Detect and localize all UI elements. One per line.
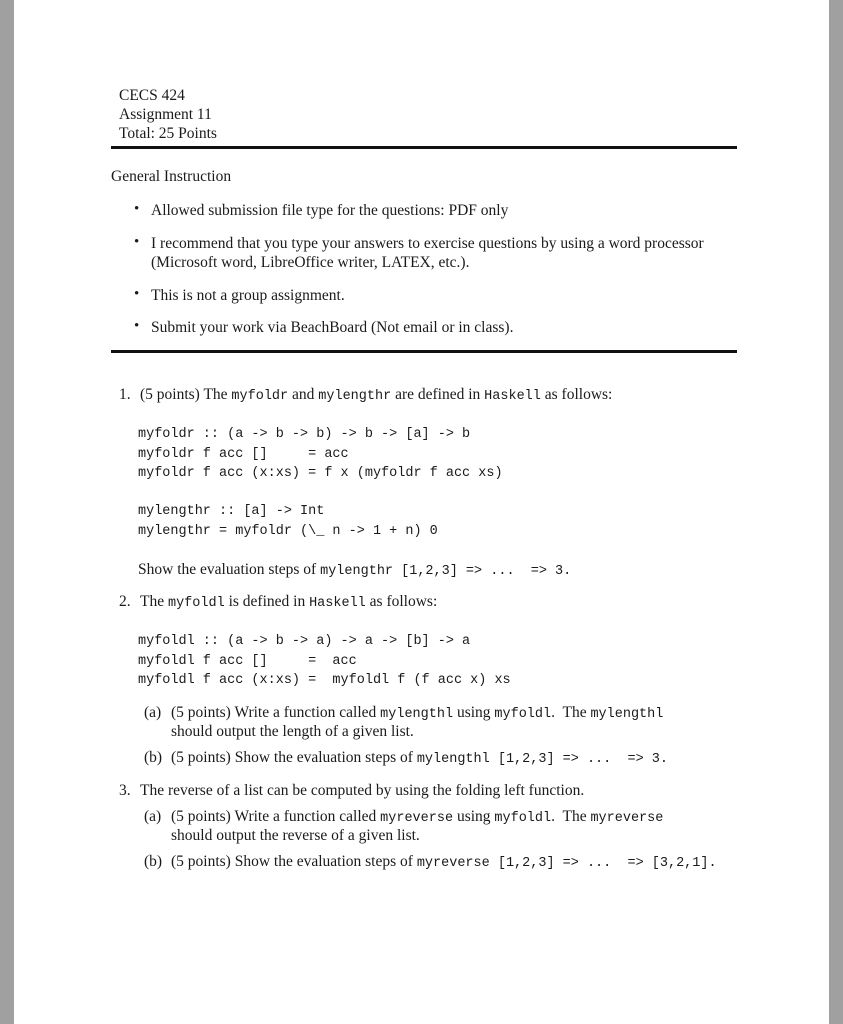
text: and [288, 386, 319, 403]
bullet-dot-icon: • [134, 234, 140, 250]
code-inline: myfoldl [494, 811, 552, 826]
general-instruction-title: General Instruction [111, 168, 232, 185]
code-inline: Haskell [484, 389, 541, 404]
question-2-number: 2. [119, 593, 131, 610]
question-2a-text [171, 704, 663, 722]
question-2-intro [140, 593, 437, 611]
code-inline: Haskell [309, 596, 366, 611]
text: . The [551, 808, 591, 825]
code-inline: mylengthl [1,2,3] => ... => 3. [416, 752, 668, 767]
text: as follows: [365, 593, 438, 610]
question-3a-label: (a) [144, 808, 162, 825]
question-2a-label: (a) [144, 704, 162, 721]
code-inline: mylengthl [380, 707, 454, 722]
question-3b-text [171, 853, 717, 871]
text: (5 points) Write a function called [171, 808, 381, 825]
question-1-number: 1. [119, 386, 131, 403]
bullet-text: This is not a group assignment. [151, 287, 345, 304]
text: is defined in [224, 593, 310, 610]
code-inline: mylengthr [318, 389, 392, 404]
code-inline: mylengthr [1,2,3] => ... => 3. [320, 564, 572, 579]
text: using [453, 808, 495, 825]
question-3a-text [171, 808, 663, 826]
text: The [140, 593, 168, 610]
code-inline: myreverse [1,2,3] => ... => [3,2,1]. [416, 856, 717, 871]
bullet-dot-icon: • [134, 318, 140, 334]
bullet-text: Allowed submission file type for the questions: PDF only [151, 202, 509, 219]
text: Show the evaluation steps of [138, 561, 321, 578]
document-page [14, 0, 829, 1024]
code-inline: myreverse [380, 811, 454, 826]
question-1-task [138, 561, 571, 579]
bullet-dot-icon: • [134, 201, 140, 217]
question-3-intro: The reverse of a list can be computed by using the folding left function. [140, 782, 585, 799]
text: are defined in [391, 386, 485, 403]
text: (5 points) Write a function called [171, 704, 381, 721]
text: as follows: [540, 386, 613, 403]
text: . The [551, 704, 591, 721]
bullet-dot-icon: • [134, 286, 140, 302]
question-2b-text [171, 749, 668, 767]
code-inline: mylengthl [590, 707, 664, 722]
code-block-myfoldr: myfoldr :: (a -> b -> b) -> b -> [a] -> b myfoldr f acc [] = acc myfoldr f acc (x:xs) = f x (myfoldr f acc xs) [138, 427, 503, 482]
text: using [453, 704, 495, 721]
total-points: Total: 25 Points [119, 125, 217, 142]
question-3a-text-continued: should output the reverse of a given list. [171, 827, 420, 844]
bullet-text: Submit your work via BeachBoard (Not email or in class). [151, 319, 514, 336]
code-inline: myfoldl [167, 596, 225, 611]
text: (5 points) Show the evaluation steps of [171, 853, 417, 870]
course-code: CECS 424 [119, 87, 185, 104]
bottom-rule [111, 350, 737, 353]
code-inline: myreverse [590, 811, 664, 826]
assignment-title: Assignment 11 [119, 106, 212, 123]
question-3-number: 3. [119, 782, 131, 799]
top-rule [111, 146, 737, 149]
bullet-text-continued: (Microsoft word, LibreOffice writer, LATEX, etc.). [151, 254, 470, 271]
question-3b-label: (b) [144, 853, 163, 870]
question-2a-text-continued: should output the length of a given list. [171, 723, 414, 740]
code-inline: myfoldr [231, 389, 289, 404]
code-inline: myfoldl [494, 707, 552, 722]
text: (5 points) The [140, 386, 232, 403]
bullet-text: I recommend that you type your answers to exercise questions by using a word processor [151, 235, 704, 252]
question-2b-label: (b) [144, 749, 163, 766]
code-block-mylengthr: mylengthr :: [a] -> Int mylengthr = myfoldr (\_ n -> 1 + n) 0 [138, 504, 438, 539]
text: (5 points) Show the evaluation steps of [171, 749, 417, 766]
question-1-intro [140, 386, 612, 404]
code-block-myfoldl: myfoldl :: (a -> b -> a) -> a -> [b] -> a myfoldl f acc [] = acc myfoldl f acc (x:xs) = myfoldl f (f acc x) xs [138, 634, 511, 689]
